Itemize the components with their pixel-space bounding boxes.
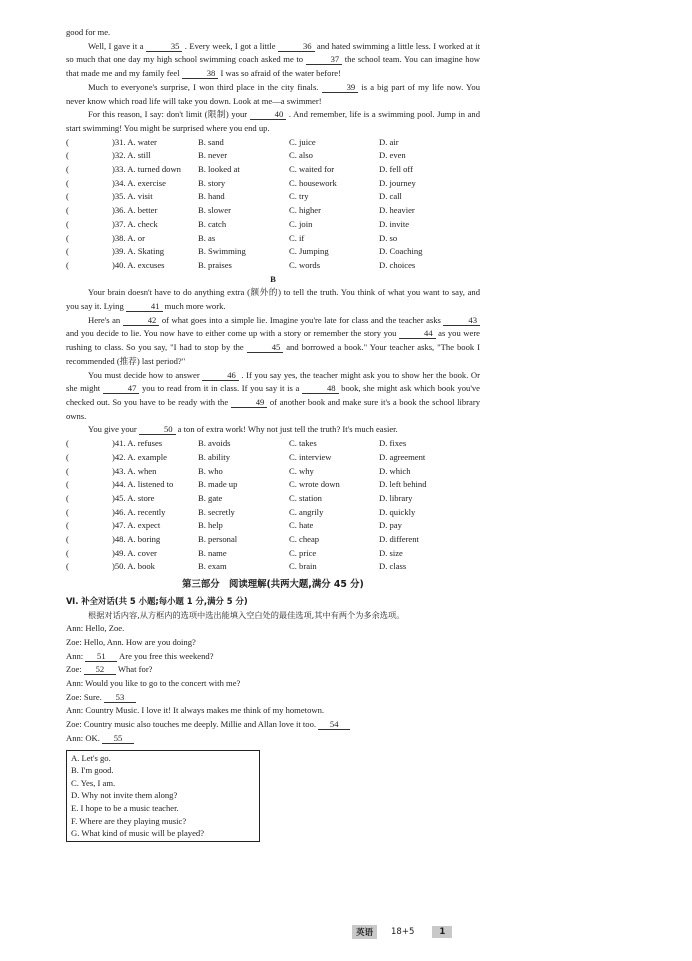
option-choice: )41. A. refuses	[112, 438, 163, 449]
option-choice: C. Jumping	[289, 246, 329, 257]
option-choice: B. exam	[198, 561, 227, 572]
option-row	[66, 136, 480, 150]
option-choice: )43. A. when	[112, 465, 157, 476]
passage-a-para-2: Much to everyone's surprise, I won third place in the city finals. 39 is a big part of my life now. You never know which road life will take you down. Look at me—a swimmer!	[66, 81, 480, 106]
option-choice: C. higher	[289, 205, 321, 216]
dialogue-line: Zoe: Hello, Ann. How are you doing?	[66, 636, 196, 647]
option-choice: C. station	[289, 492, 322, 503]
passage-a-para-3: For this reason, I say: don't limit (限制) your 40 . And remember, life is a swimming pool. Jump in and start swimming! You might be surprised where you end up.	[66, 109, 480, 133]
option-choice: D. library	[379, 492, 413, 503]
option-choice: B. ability	[198, 451, 230, 462]
option-choice: C. words	[289, 259, 321, 270]
section-six-instruction: 根据对话内容,从方框内的选项中选出能填入空白处的最佳选项,其中有两个为多余选项。	[88, 609, 405, 620]
dialogue	[66, 622, 480, 745]
answer-bracket[interactable]: (	[66, 164, 69, 175]
option-choice: B. looked at	[198, 164, 240, 175]
option-row	[66, 149, 480, 163]
choices-box	[66, 750, 260, 842]
blank-36[interactable]: 36	[278, 41, 315, 52]
option-choice: B. as	[198, 232, 216, 243]
dialogue-line: Ann: OK. 55	[66, 732, 480, 746]
answer-bracket[interactable]: (	[66, 479, 69, 490]
option-choice: C. takes	[289, 438, 317, 449]
answer-bracket[interactable]: (	[66, 438, 69, 449]
option-row	[66, 259, 480, 273]
option-choice: )37. A. check	[112, 218, 158, 229]
option-row	[66, 492, 480, 506]
blank-45[interactable]: 45	[247, 342, 284, 353]
option-choice: D. class	[379, 561, 407, 572]
option-row	[66, 190, 480, 204]
option-choice: B. Swimming	[198, 246, 246, 257]
option-choice: )50. A. book	[112, 561, 155, 572]
option-choice: C. join	[289, 218, 313, 229]
blank-49[interactable]: 49	[231, 397, 268, 408]
option-choice: D. even	[379, 150, 406, 161]
passage-b-para-1: Your brain doesn't have to do anything extra (额外的) to tell the truth. You think of what you want to say, and you say it. Lying 41 much more work.	[66, 287, 480, 312]
option-row	[66, 533, 480, 547]
option-choice: B. hand	[198, 191, 225, 202]
option-choice: )40. A. excuses	[112, 259, 165, 270]
answer-bracket[interactable]: (	[66, 561, 69, 572]
answer-bracket[interactable]: (	[66, 246, 69, 257]
dialogue-line: Ann: 51 Are you free this weekend?	[66, 650, 214, 661]
option-choice: )49. A. cover	[112, 547, 157, 558]
option-choice: )32. A. still	[112, 150, 151, 161]
option-choice: D. invite	[379, 218, 410, 229]
option-row	[66, 519, 480, 533]
answer-bracket[interactable]: (	[66, 232, 69, 243]
blank-50[interactable]: 50	[139, 424, 176, 435]
option-choice: C. brain	[289, 561, 317, 572]
answer-bracket[interactable]: (	[66, 465, 69, 476]
option-choice: )44. A. listened to	[112, 479, 174, 490]
option-choice: B. secretly	[198, 506, 235, 517]
answer-bracket[interactable]: (	[66, 191, 69, 202]
choice-item: E. I hope to be a music teacher.	[71, 802, 179, 813]
option-choice: )33. A. turned down	[112, 164, 181, 175]
option-choice: B. who	[198, 465, 223, 476]
dialogue-line: Zoe: 52 What for?	[66, 664, 153, 675]
blank-42[interactable]: 42	[123, 315, 160, 326]
option-row	[66, 437, 480, 451]
option-choice: )47. A. expect	[112, 520, 161, 531]
option-choice: B. praises	[198, 259, 232, 270]
option-choice: )34. A. exercise	[112, 177, 166, 188]
option-choice: C. housework	[289, 177, 337, 188]
part-three-title: 第三部分 阅读理解(共两大题,满分 45 分)	[182, 579, 364, 591]
option-choice: B. avoids	[198, 438, 231, 449]
dialogue-line: Ann: Country Music. I love it! It always makes me think of my hometown.	[66, 705, 325, 716]
answer-bracket[interactable]: (	[66, 205, 69, 216]
option-choice: C. why	[289, 465, 314, 476]
answer-bracket[interactable]: (	[66, 492, 69, 503]
option-choice: C. wrote down	[289, 479, 340, 490]
blank-46[interactable]: 46	[202, 370, 239, 381]
option-row	[66, 177, 480, 191]
choice-item: D. Why not invite them along?	[71, 790, 178, 801]
option-choice: )36. A. better	[112, 205, 158, 216]
blank-41[interactable]: 41	[126, 301, 163, 312]
option-choice: D. air	[379, 136, 399, 147]
option-choice: D. fell off	[379, 164, 413, 175]
blank-38[interactable]: 38	[182, 68, 219, 79]
option-row	[66, 204, 480, 218]
option-choice: C. cheap	[289, 534, 320, 545]
option-choice: B. gate	[198, 492, 223, 503]
option-choice: C. angrily	[289, 506, 324, 517]
option-choice: C. if	[289, 232, 305, 243]
option-choice: B. catch	[198, 218, 227, 229]
option-row	[66, 465, 480, 479]
option-choice: B. name	[198, 547, 227, 558]
answer-bracket[interactable]: (	[66, 451, 69, 462]
answer-bracket[interactable]: (	[66, 177, 69, 188]
option-choice: B. slower	[198, 205, 231, 216]
answer-bracket[interactable]: (	[66, 136, 69, 147]
option-row	[66, 547, 480, 561]
dialogue-blank[interactable]: 53	[104, 692, 136, 703]
passage-b-heading: B	[270, 273, 276, 284]
answer-bracket[interactable]: (	[66, 259, 69, 270]
option-choice: D. size	[379, 547, 403, 558]
option-choice: )38. A. or	[112, 232, 145, 243]
option-choice: C. waited for	[289, 164, 335, 175]
choice-item: F. Where are they playing music?	[71, 815, 187, 826]
option-choice: D. so	[379, 232, 398, 243]
option-choice: D. call	[379, 191, 402, 202]
option-choice: D. heavier	[379, 205, 415, 216]
option-choice: B. made up	[198, 479, 238, 490]
passage-a-para-0: good for me.	[66, 27, 111, 37]
blank-39[interactable]: 39	[322, 82, 359, 93]
dialogue-blank[interactable]: 54	[318, 719, 350, 730]
option-row	[66, 478, 480, 492]
blank-48[interactable]: 48	[302, 383, 339, 394]
choice-item: G. What kind of music will be played?	[71, 828, 205, 839]
option-choice: )35. A. visit	[112, 191, 153, 202]
dialogue-line: Zoe: Sure. 53	[66, 691, 480, 705]
option-choice: D. choices	[379, 259, 416, 270]
dialogue-line: Ann: Would you like to go to the concert with me?	[66, 678, 241, 689]
dialogue-blank[interactable]: 51	[85, 651, 117, 662]
dialogue-blank[interactable]: 52	[84, 664, 116, 675]
passage-a-para-1: Well, I gave it a 35 . Every week, I got a little 36 and hated swimming a little less. I worked at it so much that one day my high school swimming coach asked me to 37 the school team. You can imagine how that made me and my family feel 38 I was so afraid of the water before!	[66, 40, 481, 79]
option-choice: )31. A. water	[112, 136, 157, 147]
blank-35[interactable]: 35	[146, 41, 183, 52]
option-row	[66, 232, 480, 246]
option-choice: D. left behind	[379, 479, 427, 490]
option-choice: D. pay	[379, 520, 402, 531]
option-choice: D. different	[379, 534, 419, 545]
option-choice: B. sand	[198, 136, 224, 147]
exam-page	[66, 26, 480, 842]
option-row	[66, 163, 480, 177]
dialogue-blank[interactable]: 55	[102, 733, 134, 744]
option-row	[66, 560, 480, 574]
option-choice: )45. A. store	[112, 492, 155, 503]
option-choice: C. hate	[289, 520, 314, 531]
option-row	[66, 245, 480, 259]
blank-40[interactable]: 40	[250, 109, 287, 120]
page-number: 1	[432, 926, 452, 938]
option-choice: )39. A. Skating	[112, 246, 165, 257]
answer-bracket[interactable]: (	[66, 218, 69, 229]
dialogue-line: Zoe: Country music also touches me deeply. Millie and Allan love it too. 54	[66, 718, 480, 732]
section-six-title: Ⅵ. 补全对话(共 5 小题;每小题 1 分,满分 5 分)	[66, 595, 248, 606]
paper-code: 18+5	[391, 927, 415, 937]
answer-bracket[interactable]: (	[66, 520, 69, 531]
option-choice: )46. A. recently	[112, 506, 166, 517]
option-row	[66, 218, 480, 232]
option-choice: B. story	[198, 177, 226, 188]
answer-bracket[interactable]: (	[66, 506, 69, 517]
answer-bracket[interactable]: (	[66, 150, 69, 161]
option-choice: C. interview	[289, 451, 332, 462]
answer-bracket[interactable]: (	[66, 534, 69, 545]
option-choice: C. price	[289, 547, 317, 558]
option-choice: D. journey	[379, 177, 416, 188]
passage-b-para-2: Here's an 42 of what goes into a simple lie. Imagine you're late for class and the teacher asks 43 and you decide to lie. You now have to either come up with a story or remember the story you 44 as you were rushing to class. So you say, "I had to stop by the 45 and borrowed a book." Your teacher asks, "The book I recommended (推荐) last period?"	[66, 314, 480, 366]
passage-b-para-3: You must decide how to answer 46 . If you say yes, the teacher might ask you to show her the book. Or she might 47 you to read from it in class. If you say it is a 48 book, she might ask which book you've checked out. So you have to be ready with the 49 of another book and make sure it's a book the school library owns.	[66, 369, 481, 421]
option-choice: D. which	[379, 465, 411, 476]
blank-37[interactable]: 37	[306, 54, 343, 65]
option-choice: B. personal	[198, 534, 238, 545]
option-row	[66, 506, 480, 520]
option-choice: C. juice	[289, 136, 316, 147]
answer-bracket[interactable]: (	[66, 547, 69, 558]
option-choice: D. fixes	[379, 438, 407, 449]
option-choice: C. try	[289, 191, 309, 202]
page-footer	[352, 925, 452, 939]
option-choice: D. agreement	[379, 451, 426, 462]
dialogue-line: Ann: Hello, Zoe.	[66, 623, 125, 634]
subject-tag: 英语	[352, 925, 377, 939]
option-choice: B. help	[198, 520, 223, 531]
blank-47[interactable]: 47	[103, 383, 140, 394]
choice-item: A. Let's go.	[71, 752, 111, 763]
choice-item: C. Yes, I am.	[71, 777, 116, 788]
option-choice: )42. A. example	[112, 451, 167, 462]
option-choice: C. also	[289, 150, 313, 161]
choice-item: B. I'm good.	[71, 765, 114, 776]
option-choice: D. quickly	[379, 506, 416, 517]
option-choice: )48. A. boring	[112, 534, 161, 545]
option-choice: B. never	[198, 150, 228, 161]
blank-43[interactable]: 43	[443, 315, 480, 326]
option-choice: D. Coaching	[379, 246, 423, 257]
blank-44[interactable]: 44	[399, 328, 436, 339]
options-a-list	[66, 136, 480, 273]
passage-b-para-4: You give your 50 a ton of extra work! Why not just tell the truth? It's much easier.	[88, 424, 398, 435]
options-b-list	[66, 437, 480, 574]
option-row	[66, 451, 480, 465]
